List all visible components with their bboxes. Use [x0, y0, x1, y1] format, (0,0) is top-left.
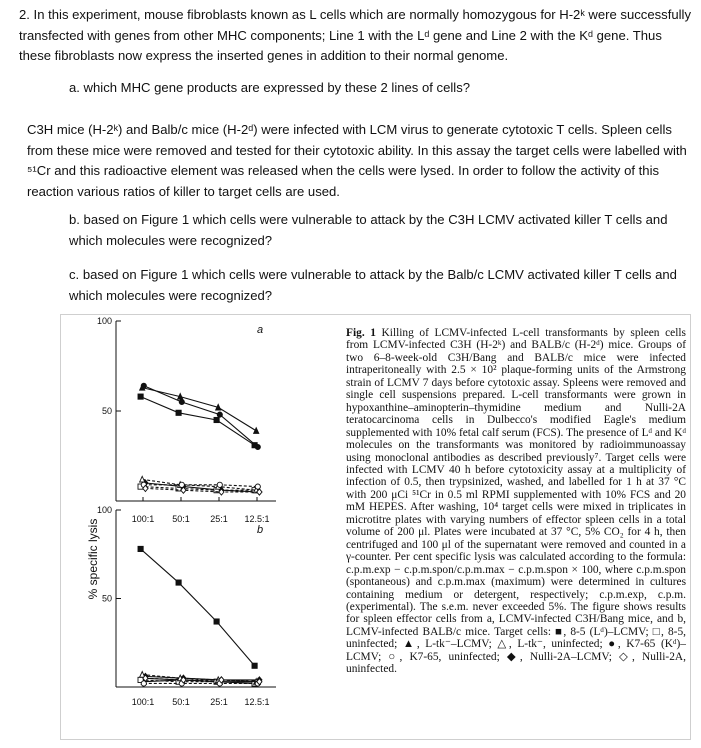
question-part-c: c. based on Figure 1 which cells were vulnerable to attack by the Balb/c LCMV activated killer T cells and which molecules were recognized? — [69, 267, 677, 303]
figure-caption — [346, 327, 686, 676]
panel-b-square-filled-point — [252, 663, 257, 668]
experiment-setup-text: C3H mice (H-2ᵏ) and Balb/c mice (H-2ᵈ) were infected with LCM virus to generate cytotoxic T cells. Spleen cells from these mice were removed and tested for their cytotoxic ability. In this assay the target cells were labelled with ⁵¹Cr and this radioactive element was released when the cells were lysed. In order to follow the activity of this reaction various ratios of killer to target cells are used. — [27, 122, 687, 199]
panel-a-series-line — [141, 397, 255, 446]
panel-b-y-tick-label: 50 — [101, 593, 112, 604]
panel-a-circle-filled-point — [141, 383, 146, 388]
panel-b-x-tick-label: 12.5:1 — [244, 697, 270, 707]
panel-a-circle-open-point — [179, 482, 184, 487]
panel-a-series-line — [142, 388, 256, 431]
panel-b-square-filled-point — [176, 580, 181, 585]
panel-a-y-tick-label: 50 — [101, 406, 112, 416]
panel-a-x-tick-label: 100:1 — [131, 514, 155, 524]
panel-a-x-tick-label: 50:1 — [172, 514, 190, 524]
panel-a-circle-filled-point — [217, 412, 222, 417]
y-axis-label: % specific lysis — [86, 518, 100, 600]
panel-b-x-tick-label: 50:1 — [172, 697, 190, 707]
panel-a-circle-filled-point — [255, 444, 260, 449]
caption-title: Fig. 1 — [346, 327, 376, 339]
panel-b-square-filled-point — [138, 546, 143, 551]
panel-a-circle-open-point — [217, 482, 222, 487]
panel-a-y-tick-label: 100 — [96, 316, 112, 326]
panel-b-series-line — [141, 549, 255, 666]
panel-a-series-line — [144, 386, 258, 447]
panel-a-circle-open-point — [255, 484, 260, 489]
panel-a-x-tick-label: 25:1 — [210, 514, 228, 524]
panel-b-x-tick-label: 100:1 — [131, 697, 155, 707]
panel-a-triangle-filled-point — [254, 428, 259, 434]
panel-a-letter: a — [257, 324, 264, 336]
question-part-a: a. which MHC gene products are expressed by these 2 lines of cells? — [69, 80, 471, 95]
figure-1-graphs — [61, 315, 341, 739]
panel-a-x-tick-label: 12.5:1 — [244, 514, 270, 524]
panel-b-letter: b — [257, 524, 264, 536]
panel-a-circle-filled-point — [179, 399, 184, 404]
figure-1 — [60, 314, 691, 740]
panel-a-series-line — [144, 485, 258, 487]
question-part-b: b. based on Figure 1 which cells were vulnerable to attack by the C3H LCMV activated killer T cells and which molecules were recognized? — [69, 212, 668, 248]
panel-b-square-filled-point — [214, 619, 219, 624]
panel-a-square-filled-point — [138, 394, 143, 399]
panel-a-square-filled-point — [214, 417, 219, 422]
caption-body: Killing of LCMV-infected L-cell transformants by spleen cells from LCMV-infected C3H (H-2ᵏ) and BALB/c (H-2ᵈ) mice. Groups of two 6–8-week-old C3H/Bang and BALB/c mice were infected intraperitoneally with 2.5 × 10² plaque-forming units of the Armstrong strain of LCMV 7 days before cytotoxic assay. Spleens were removed and single cell suspensions prepared. L-cell transformants were grown in hypoxanthine–aminopterin–thymidine medium and Nulli-2A teratocarcinoma cells in Dulbecco's modified Eagle's medium supplemented with 10% fetal calf serum (FCS). The presence of Lᵈ and Kᵈ molecules on the transformants was monitored by radioimmunoassay using monoclonal antibodies as described previously⁷. Target cells were infected with LCMV 40 h before cytotoxicity assay at a multiplicity of infection of 0.5, then trypsinized, washed, and labelled for 1 h at 37 °C with 200 μCi ⁵¹Cr in 0.5 ml RPMI supplemented with 10% FCS and 20 mM HEPES. After washing, 10⁴ target cells were mixed in triplicates in microtitre plates with varying numbers of effector spleen cells in a total volume of 200 μl. Plates were incubated at 37 °C, 5% CO₂ for 4 h, then centrifuged and 100 μl of the supernatant were removed and counted in a γ-counter. Per cent specific lysis was calculated according to the formula: c.p.m.exp − c.p.m.spon/c.p.m.max − c.p.m.spon × 100, where c.p.m.spon (spontaneous) and c.p.m.max (maximum) were determined in cultures containing medium or detergent, respectively; c.p.m.exp, c.p.m. (experimental). The s.e.m. never exceeded 5%. The figure shows results for spleen effector cells from a, LCMV-infected C3H/Bang mice, and b, LCMV-infected BALB/c mice. Target cells: ■, 8-5 (Lᵈ)–LCMV; □, 8-5, uninfected; ▲, L-tk⁻–LCMV; △, L-tk⁻, uninfected; ●, K7-65 (Kᵈ)–LCMV; ○, K7-65, uninfected; ◆, Nulli-2A–LCMV; ◇, Nulli-2A, uninfected. — [346, 327, 686, 676]
panel-b-x-tick-label: 25:1 — [210, 697, 228, 707]
panel-b-y-tick-label: 100 — [96, 505, 112, 515]
question-intro: 2. In this experiment, mouse fibroblasts known as L cells which are normally homozygous for H-2ᵏ were successfully transfected with genes from other MHC components; Line 1 with the Lᵈ gene and Line 2 with the Kᵈ gene. Thus these fibroblasts now express the inserted genes in addition to their normal genome. — [19, 7, 692, 63]
panel-a-square-filled-point — [176, 410, 181, 415]
